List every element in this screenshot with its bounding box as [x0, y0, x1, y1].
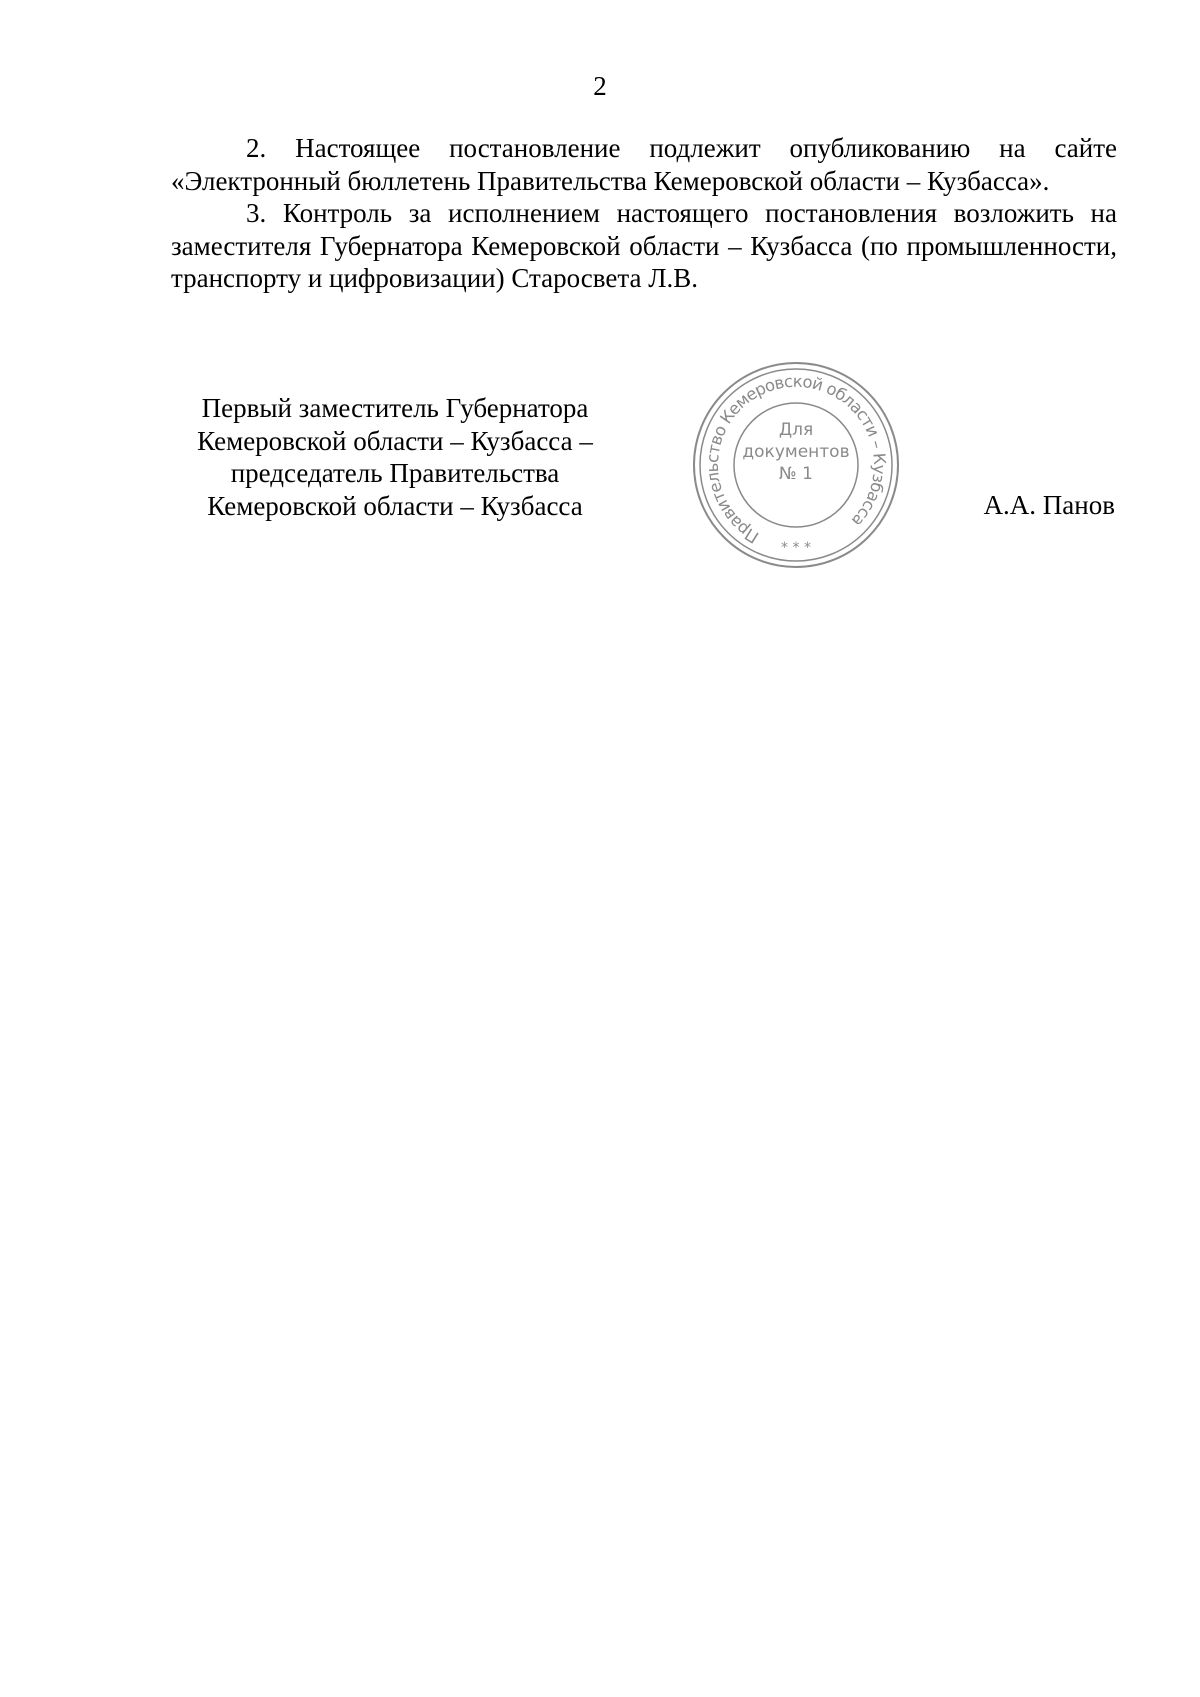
signer-title-line: Первый заместитель Губернатора: [201, 393, 589, 423]
document-body: [171, 132, 1117, 295]
paragraph-control: 3. Контроль за исполнением настоящего постановления возложить на заместителя Губернатора Кемеровской области – Кузбасса (по промышленности, транспорту и цифровизации) Старосвета Л.В.: [171, 198, 1117, 293]
signer-title-line: Кемеровской области – Кузбасса: [207, 490, 583, 521]
page-number: 2: [593, 71, 607, 101]
seal-outer-text-path: Правительство Кемеровской области – Кузбасса: [702, 371, 890, 548]
paragraph-publication: 2. Настоящее постановление подлежит опубликованию на сайте «Электронный бюллетень Правительства Кемеровской области – Кузбасса».: [171, 133, 1117, 196]
seal-center-line: документов: [742, 442, 850, 462]
seal-center-line: № 1: [779, 464, 813, 484]
seal-center-line: Для: [778, 420, 814, 440]
signer-name: А.А. Панов: [983, 490, 1115, 520]
seal-graphic: [690, 356, 902, 574]
signer-title-block: [170, 392, 620, 522]
official-seal: [690, 356, 902, 574]
seal-bottom-mark: * * *: [781, 540, 811, 556]
signer-title-line: председатель Правительства: [230, 458, 560, 488]
signer-title-line: Кемеровской области – Кузбасса –: [197, 425, 593, 456]
